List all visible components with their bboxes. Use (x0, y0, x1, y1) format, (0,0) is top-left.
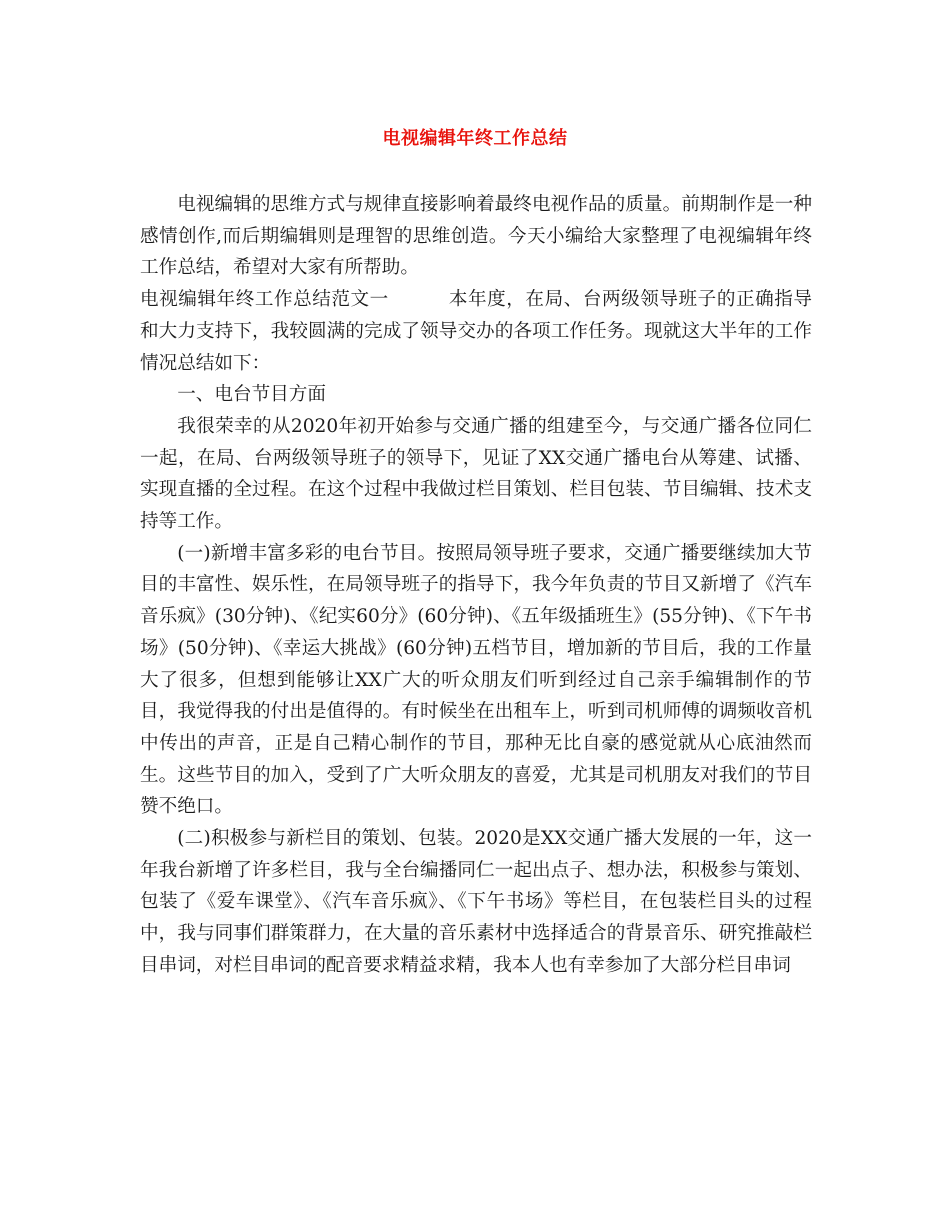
document-title: 电视编辑年终工作总结 (382, 128, 568, 149)
sample-intro: 本年度，在局、台两级领导班子的正确指导和大力支持下，我较圆满的完成了领导交办的各项工作任务。现就这大半年的工作情况总结如下： (140, 289, 812, 374)
document-body (140, 189, 812, 982)
body-paragraph: (一)新增丰富多彩的电台节目。按照局领导班子要求，交通广播要继续加大节目的丰富性、娱乐性，在局领导班子的指导下，我今年负责的节目又新增了《汽车音乐疯》(30分钟)、《纪实60分》(60分钟)、《五年级插班生》(55分钟)、《下午书场》(50分钟)、《幸运大挑战》(60分钟)五档节目，增加新的节目后，我的工作量大了很多，但想到能够让XX广大的听众朋友们听到经过自己亲手编辑制作的节目，我觉得我的付出是值得的。有时候坐在出租车上，听到司机师傅的调频收音机中传出的声音，正是自己精心制作的节目，那种无比自豪的感觉就从心底油然而生。这些节目的加入，受到了广大听众朋友的喜爱，尤其是司机朋友对我们的节目赞不绝口。 (140, 542, 812, 818)
body-paragraph: 我很荣幸的从2020年初开始参与交通广播的组建至今，与交通广播各位同仁一起，在局、台两级领导班子的领导下，见证了XX交通广播电台从筹建、试播、实现直播的全过程。在这个过程中我做过栏目策划、栏目包装、节目编辑、技术支持等工作。 (140, 415, 812, 533)
intro-paragraph: 电视编辑的思维方式与规律直接影响着最终电视作品的质量。前期制作是一种感情创作,而后期编辑则是理智的思维创造。今天小编给大家整理了电视编辑年终工作总结，希望对大家有所帮助。 (140, 194, 812, 279)
sample-heading: 电视编辑年终工作总结范文一 (140, 289, 389, 311)
body-paragraph: (二)积极参与新栏目的策划、包装。2020是XX交通广播大发展的一年，这一年我台新增了许多栏目，我与全台编播同仁一起出点子、想办法，积极参与策划、包装了《爱车课堂》、《汽车音乐疯》、《下午书场》等栏目，在包装栏目头的过程中，我与同事们群策群力，在大量的音乐素材中选择适合的背景音乐、研究推敲栏目串词，对栏目串词的配音要求精益求精，我本人也有幸参加了大部分栏目串词 (140, 828, 812, 976)
sample-paragraph (140, 284, 812, 379)
section-heading: 一、电台节目方面 (177, 384, 326, 406)
